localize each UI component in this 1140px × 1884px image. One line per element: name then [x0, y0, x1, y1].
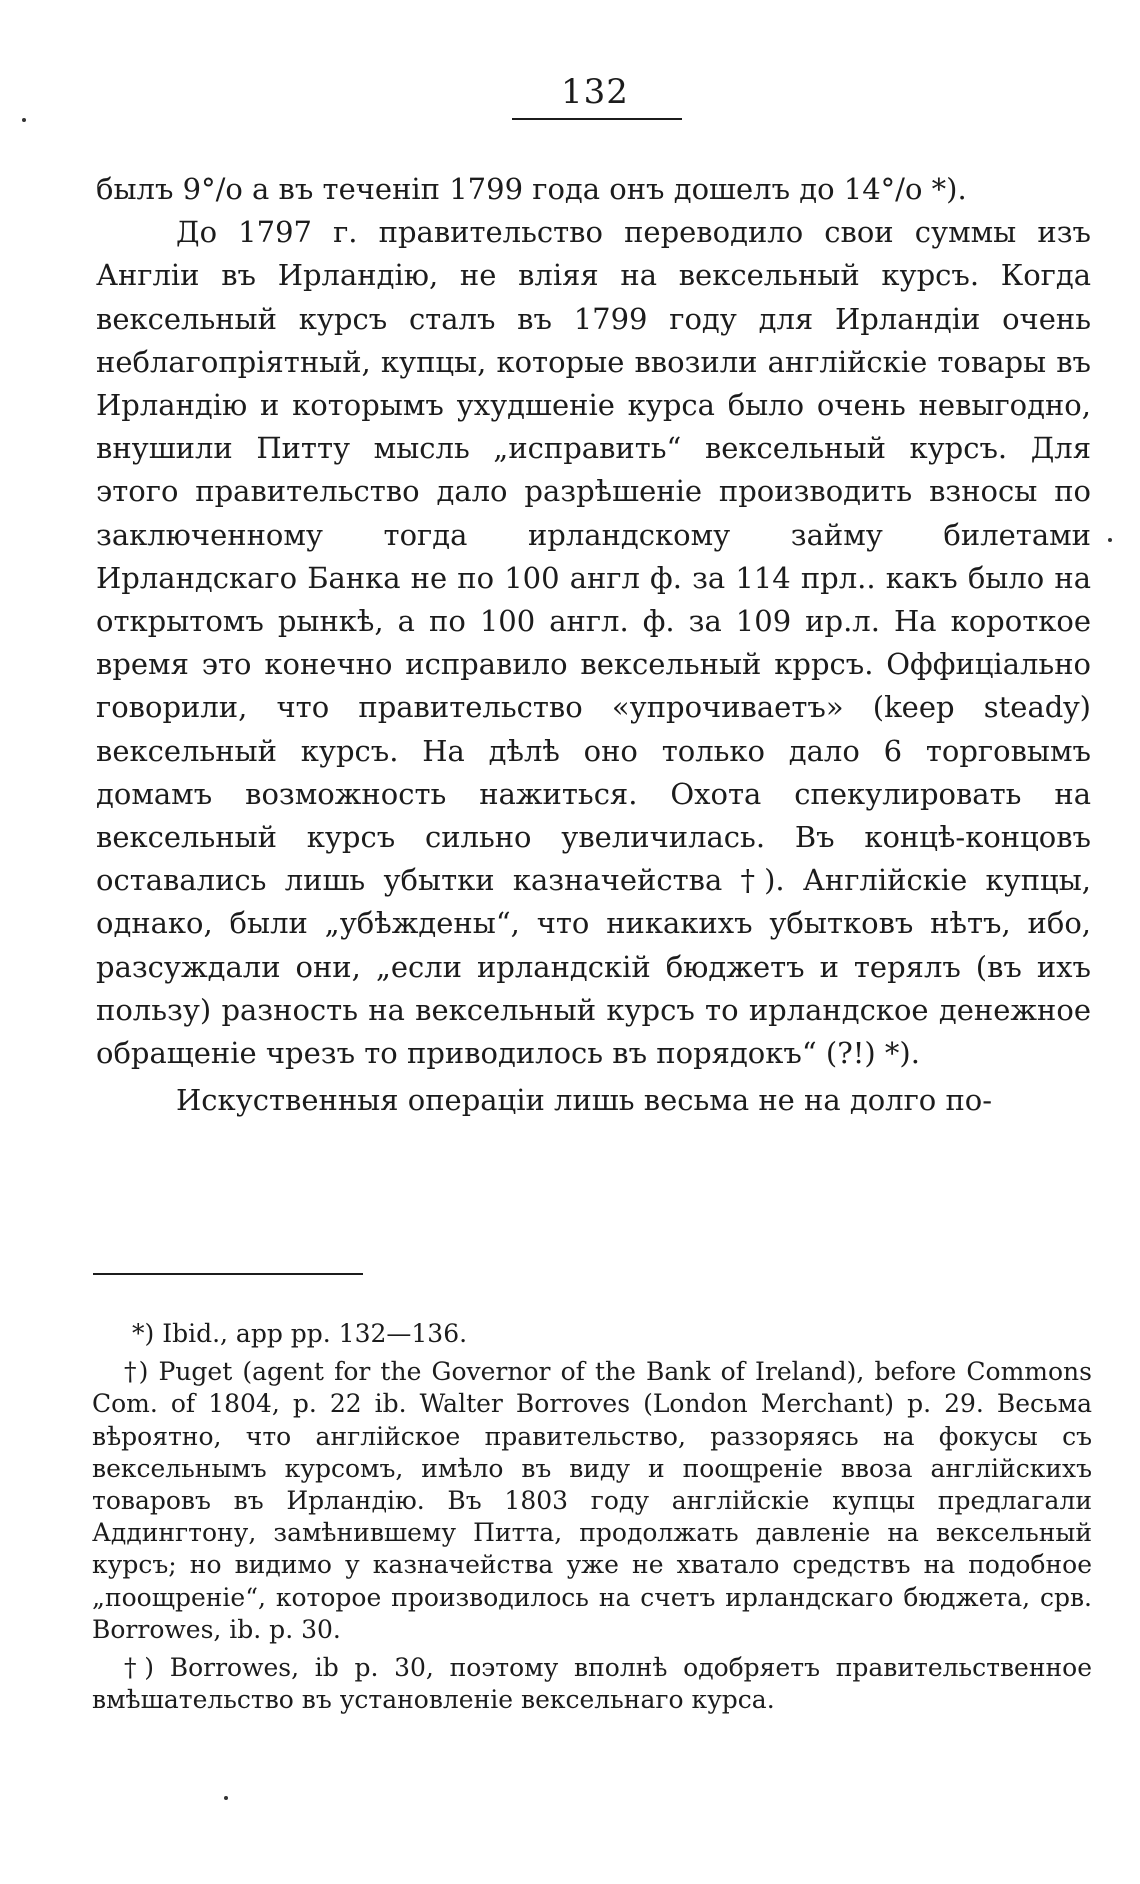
footnote-2: †) Puget (agent for the Governor of the Bank of Ireland), before Commons Com. of 1804, p. 22 ib. Walter Borroves (London Merchant) p. 29. Весьма вѣроятно, что англійское правительство, раззоряясь на фокусы съ вексельнымъ курсомъ, имѣло въ виду и поощреніе ввоза англійскихъ товаровъ въ Ирландію. Въ 1803 году англійскіе купцы предлагали Аддингтону, замѣнившему Питта, продолжать давленіе на вексельный курсъ; но видимо у казначейства уже не хватало средствъ на подобное „поощреніе“, которое производилось на счетъ ирландскаго бюджета, срв. Borrowes, ib. p. 30.	[92, 1357, 1092, 1644]
footnote-separator	[93, 1273, 363, 1275]
body-paragraph-1: былъ 9°/о а въ теченіп 1799 года онъ дошелъ до 14°/о *).	[96, 172, 967, 206]
scan-speck	[22, 118, 26, 122]
footnote-1: *) Ibid., app pp. 132—136.	[132, 1319, 468, 1348]
body-paragraph-2: До 1797 г. правительство переводило свои суммы изъ Англіи въ Ирландію, не вліяя на вексельный курсъ. Когда вексельный курсъ сталъ въ 1799 году для Ирландіи очень неблагопріятный, купцы, которые ввозили англійскіе товары въ Ирландію и которымъ ухудшеніе курса было очень невыгодно, внушили Питту мысль „исправить“ вексельный курсъ. Для этого правительство дало разрѣшеніе производить взносы по заключенному тогда ирландскому займу билетами Ирландскаго Банка не по 100 англ ф. за 114 прл.. какъ было на открытомъ рынкѣ, а по 100 англ. ф. за 109 ир.л. На короткое время это конечно исправило вексельный кррсъ. Оффиціально говорили, что правительство «упрочиваетъ» (keep steady) вексельный курсъ. На дѣлѣ оно только дало 6 торговымъ домамъ возможность нажиться. Охота спекулировать на вексельный курсъ сильно увеличилась. Въ концѣ-концовъ оставались лишь убытки казначейства †). Англійскіе купцы, однако, были „убѣждены“, что никакихъ убытковъ нѣтъ, ибо, разсуждали они, „если ирландскій бюджетъ и терялъ (въ ихъ пользу) разность на вексельный курсъ то ирландское денежное обращеніе чрезъ то приводилось въ порядокъ“ (?!) *).	[96, 215, 1091, 1071]
page-number-underline	[512, 118, 682, 120]
footnote-3: †) Borrowes, ib p. 30, поэтому вполнѣ одобряетъ правительственное вмѣшательство въ установленіе вексельнаго курса.	[92, 1653, 1092, 1715]
footnotes	[92, 1318, 1092, 1722]
page-number: 132	[561, 72, 629, 112]
scan-speck	[224, 1796, 228, 1800]
scan-speck	[1108, 538, 1112, 542]
body-paragraph-3: Искуственныя операціи лишь весьма не на долго по-	[176, 1083, 993, 1118]
body-text	[96, 168, 1091, 1122]
